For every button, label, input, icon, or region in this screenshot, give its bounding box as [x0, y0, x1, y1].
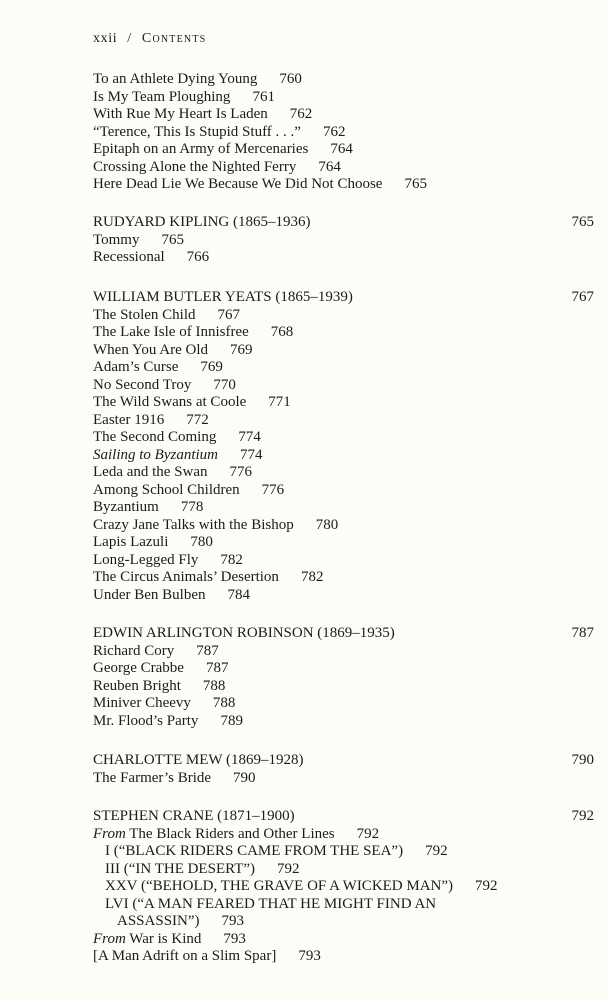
- author-name: CHARLOTTE MEW (1869–1928): [93, 752, 304, 768]
- crane-section: [93, 808, 594, 966]
- toc-entry: [93, 412, 594, 430]
- entry-title: Long-Legged Fly: [93, 551, 199, 568]
- toc-entry: [93, 499, 594, 517]
- author-heading: [93, 752, 594, 770]
- entry-page: 762: [322, 123, 346, 140]
- author-name: EDWIN ARLINGTON ROBINSON (1869–1935): [93, 625, 395, 641]
- toc-entry: [93, 713, 594, 731]
- toc-entry: [93, 643, 594, 661]
- from-prefix: From: [93, 930, 126, 947]
- entry-page: 792: [475, 878, 498, 894]
- entry-page: 787: [196, 642, 219, 659]
- entry-page: 767: [217, 306, 240, 323]
- entry-title: War is Kind: [129, 930, 202, 947]
- entry-title: III (“IN THE DESERT”): [105, 860, 256, 877]
- entry-page: 765: [161, 231, 184, 248]
- entry-page: 780: [315, 516, 339, 533]
- entry-title: The Stolen Child: [93, 306, 196, 323]
- entry-title: Here Dead Lie We Because We Did Not Choose: [93, 176, 383, 192]
- entry-page: 782: [300, 569, 324, 585]
- entry-page: 769: [200, 359, 223, 375]
- entry-page: 793: [298, 948, 321, 964]
- toc-entry: [93, 106, 594, 124]
- entry-title: The Second Coming: [93, 429, 217, 445]
- entry-title: No Second Troy: [93, 376, 192, 393]
- author-page: 790: [571, 752, 594, 768]
- entry-title: The Black Riders and Other Lines: [129, 825, 335, 842]
- entry-page: 766: [186, 249, 210, 265]
- author-heading: [93, 625, 594, 643]
- toc-entry: [93, 359, 594, 377]
- entry-title: Miniver Cheevy: [93, 695, 191, 711]
- entry-title: The Farmer’s Bride: [93, 769, 212, 786]
- entry-page: 790: [233, 769, 256, 786]
- header-title: Contents: [141, 31, 207, 46]
- entry-title: Among School Children: [93, 481, 240, 498]
- toc-entry: [93, 124, 594, 142]
- entry-page: 770: [213, 376, 236, 393]
- robinson-section: [93, 625, 594, 730]
- entry-page: 787: [205, 660, 229, 676]
- entry-title: Recessional: [93, 249, 165, 265]
- toc-entry: [93, 552, 594, 570]
- toc-entry: [93, 678, 594, 696]
- entry-page: 792: [277, 860, 300, 877]
- entry-title: “Terence, This Is Stupid Stuff . . .”: [93, 123, 301, 140]
- from-prefix: From: [93, 825, 126, 842]
- entry-page: 772: [186, 411, 209, 428]
- entry-page: 765: [404, 176, 427, 192]
- entry-title: Sailing to Byzantium: [93, 446, 218, 463]
- entry-page: 771: [268, 394, 291, 410]
- entry-title: Adam’s Curse: [93, 359, 179, 375]
- entry-title: With Rue My Heart Is Laden: [93, 106, 268, 122]
- entry-page: 774: [238, 429, 261, 445]
- entry-title: Under Ben Bulben: [93, 586, 206, 603]
- entry-title: Crazy Jane Talks with the Bishop: [93, 516, 294, 533]
- toc-entry: [93, 307, 594, 325]
- entry-page: 788: [202, 677, 226, 694]
- toc-entry: [93, 482, 594, 500]
- entry-title: Leda and the Swan: [93, 464, 208, 480]
- toc-entry: [93, 660, 594, 678]
- toc-entry: [93, 429, 594, 447]
- toc-entry: [93, 159, 594, 177]
- entry-title: Byzantium: [93, 499, 159, 515]
- toc-entry: [93, 141, 594, 159]
- toc-entry: [93, 447, 594, 465]
- entry-title: Crossing Alone the Nighted Ferry: [93, 158, 297, 175]
- mew-section: [93, 752, 594, 787]
- entry-title: George Crabbe: [93, 660, 184, 676]
- toc-entry: [93, 71, 594, 89]
- entry-page: 761: [252, 88, 275, 105]
- toc-subentry: [93, 861, 594, 879]
- author-name: WILLIAM BUTLER YEATS (1865–1939): [93, 289, 353, 305]
- entry-page: 784: [227, 586, 250, 603]
- entry-page: 776: [229, 464, 253, 480]
- toc-entry: [93, 232, 594, 250]
- entry-title: Is My Team Ploughing: [93, 88, 231, 105]
- author-name: RUDYARD KIPLING (1865–1936): [93, 214, 311, 230]
- toc-entry: [93, 89, 594, 107]
- toc-entry: [93, 534, 594, 552]
- toc-subentry: [93, 896, 594, 914]
- entry-page: 789: [220, 712, 243, 729]
- toc-entry: [93, 176, 594, 194]
- entry-page: 776: [261, 481, 285, 498]
- toc-entry: [93, 695, 594, 713]
- header-separator: /: [127, 31, 132, 46]
- author-page: 792: [571, 808, 594, 824]
- toc-entry: [93, 249, 594, 267]
- entry-page: 792: [356, 825, 380, 842]
- entry-title: Mr. Flood’s Party: [93, 712, 199, 729]
- entry-title: ASSASSIN”): [117, 913, 200, 929]
- toc-entry: [93, 394, 594, 412]
- entry-title: The Lake Isle of Innisfree: [93, 324, 249, 340]
- entry-title: XXV (“BEHOLD, THE GRAVE OF A WICKED MAN”): [105, 878, 454, 894]
- entry-title: Richard Cory: [93, 642, 175, 659]
- author-heading: [93, 214, 594, 232]
- author-page: 765: [571, 214, 594, 230]
- entry-page: 764: [318, 158, 341, 175]
- entry-title: Lapis Lazuli: [93, 534, 169, 550]
- entry-title: Easter 1916: [93, 411, 165, 428]
- housman-section: [93, 71, 594, 194]
- entry-title: When You Are Old: [93, 341, 208, 358]
- entry-page: 780: [190, 534, 213, 550]
- entry-page: 769: [230, 341, 253, 358]
- entry-title: Epitaph on an Army of Mercenaries: [93, 141, 309, 157]
- entry-title: I (“BLACK RIDERS CAME FROM THE SEA”): [105, 843, 404, 859]
- entry-title: LVI (“A MAN FEARED THAT HE MIGHT FIND AN: [105, 895, 437, 912]
- entry-page: 768: [270, 324, 294, 340]
- entry-title: The Circus Animals’ Desertion: [93, 569, 279, 585]
- author-heading: [93, 289, 594, 307]
- page-number: xxii: [93, 31, 118, 46]
- toc-subentry: [93, 878, 594, 896]
- toc-entry: [93, 464, 594, 482]
- entry-title: Reuben Bright: [93, 677, 181, 694]
- entry-title: The Wild Swans at Coole: [93, 394, 247, 410]
- toc-entry: [93, 569, 594, 587]
- entry-page: 760: [279, 71, 302, 87]
- toc-entry: [93, 587, 594, 605]
- kipling-section: [93, 214, 594, 267]
- toc-entry: [93, 826, 594, 844]
- entry-page: 788: [212, 695, 236, 711]
- entry-title: To an Athlete Dying Young: [93, 71, 258, 87]
- entry-page: 793: [221, 913, 245, 929]
- entry-page: 792: [425, 843, 448, 859]
- author-page: 787: [571, 625, 594, 641]
- author-page: 767: [571, 289, 594, 305]
- entry-page: 774: [240, 446, 263, 463]
- toc-entry: [93, 517, 594, 535]
- toc-subentry: [93, 843, 594, 861]
- toc-entry: [93, 324, 594, 342]
- toc-entry: [93, 377, 594, 395]
- entry-page: 762: [289, 106, 313, 122]
- toc-entry: [93, 770, 594, 788]
- toc-entry: [93, 342, 594, 360]
- entry-page: 782: [220, 551, 243, 568]
- entry-page: 764: [330, 141, 353, 157]
- author-name: STEPHEN CRANE (1871–1900): [93, 808, 295, 824]
- entry-title: [A Man Adrift on a Slim Spar]: [93, 948, 277, 964]
- yeats-section: [93, 289, 594, 604]
- entry-page: 793: [223, 930, 246, 947]
- toc-entry: [93, 948, 594, 966]
- toc-entry: [93, 931, 594, 949]
- entry-page: 778: [180, 499, 204, 515]
- running-header: [93, 31, 206, 47]
- author-heading: [93, 808, 594, 826]
- toc-subentry-continuation: [93, 913, 594, 931]
- entry-title: Tommy: [93, 231, 140, 248]
